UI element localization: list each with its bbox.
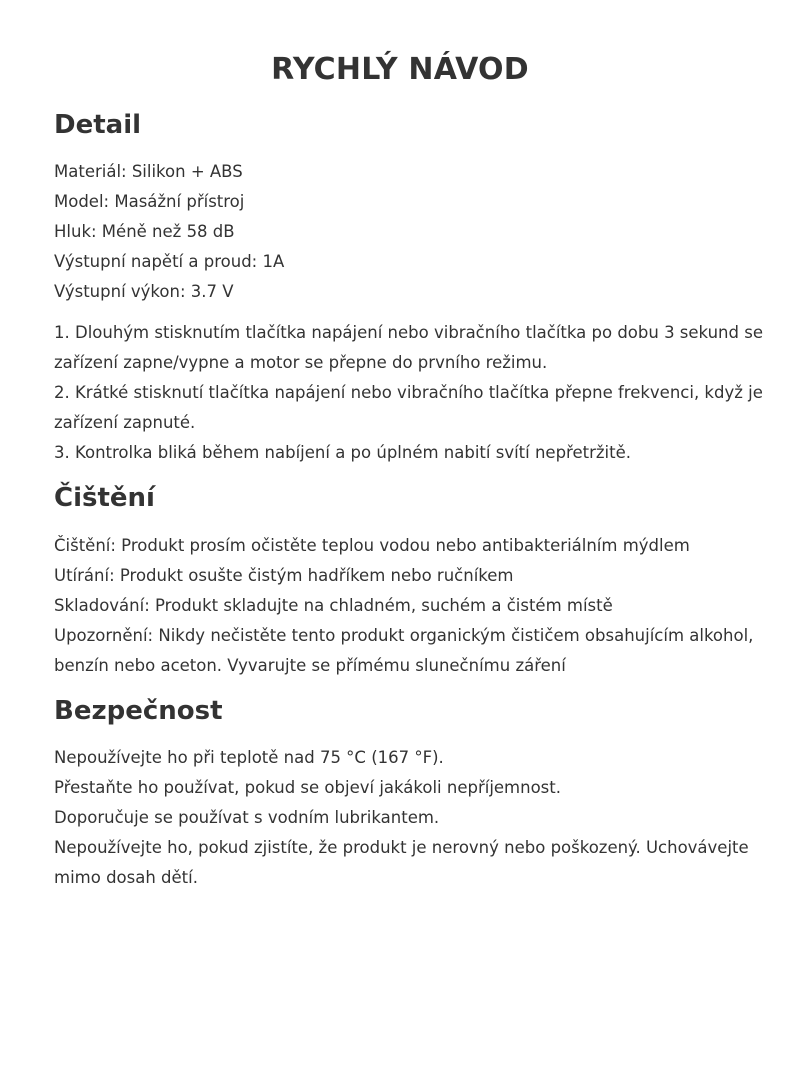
instruction-3-line-1: 3. Kontrolka bliká během nabíjení a po úplném nabití svítí nepřetržitě. xyxy=(54,443,631,462)
safety-line-damage: Nepoužívejte ho, pokud zjistíte, že produkt je nerovný nebo poškozený. Uchovávejte xyxy=(54,838,749,857)
cleaning-line-dry: Utírání: Produkt osušte čistým hadříkem nebo ručníkem xyxy=(54,566,514,585)
document-title: RYCHLÝ NÁVOD xyxy=(271,52,529,87)
detail-instructions xyxy=(54,318,763,468)
section-heading-safety: Bezpečnost xyxy=(54,696,223,726)
spec-voltage-current: Výstupní napětí a proud: 1A xyxy=(54,252,285,271)
instruction-2-line-1: 2. Krátké stisknutí tlačítka napájení nebo vibračního tlačítka přepne frekvenci, když je xyxy=(54,383,763,402)
safety-line-lubricant: Doporučuje se používat s vodním lubrikantem. xyxy=(54,808,440,827)
instruction-item-1 xyxy=(54,318,763,378)
safety-line-temperature: Nepoužívejte ho při teplotě nad 75 °C (167 °F). xyxy=(54,748,444,767)
instruction-item-3 xyxy=(54,438,734,468)
spec-model: Model: Masážní přístroj xyxy=(54,192,245,211)
safety-text xyxy=(54,743,749,893)
cleaning-text xyxy=(54,531,754,681)
section-heading-cleaning: Čištění xyxy=(54,483,155,513)
spec-material: Materiál: Silikon + ABS xyxy=(54,162,243,181)
cleaning-line-wash: Čištění: Produkt prosím očistěte teplou vodou nebo antibakteriálním mýdlem xyxy=(54,536,690,555)
instruction-1-line-1: 1. Dlouhým stisknutím tlačítka napájení nebo vibračního tlačítka po dobu 3 sekund se xyxy=(54,323,763,342)
cleaning-line-warning-cont: benzín nebo aceton. Vyvarujte se přímému slunečnímu záření xyxy=(54,656,566,675)
instruction-item-2 xyxy=(54,378,763,438)
detail-specs xyxy=(54,157,734,307)
cleaning-line-storage: Skladování: Produkt skladujte na chladném, suchém a čistém místě xyxy=(54,596,613,615)
spec-power: Výstupní výkon: 3.7 V xyxy=(54,282,234,301)
instruction-2-line-2: zařízení zapnuté. xyxy=(54,413,196,432)
cleaning-line-warning: Upozornění: Nikdy nečistěte tento produkt organickým čističem obsahujícím alkohol, xyxy=(54,626,754,645)
spec-noise: Hluk: Méně než 58 dB xyxy=(54,222,235,241)
safety-line-children: mimo dosah dětí. xyxy=(54,868,198,887)
safety-line-discomfort: Přestaňte ho používat, pokud se objeví jakákoli nepříjemnost. xyxy=(54,778,561,797)
section-heading-detail: Detail xyxy=(54,110,142,140)
instruction-1-line-2: zařízení zapne/vypne a motor se přepne do prvního režimu. xyxy=(54,353,548,372)
